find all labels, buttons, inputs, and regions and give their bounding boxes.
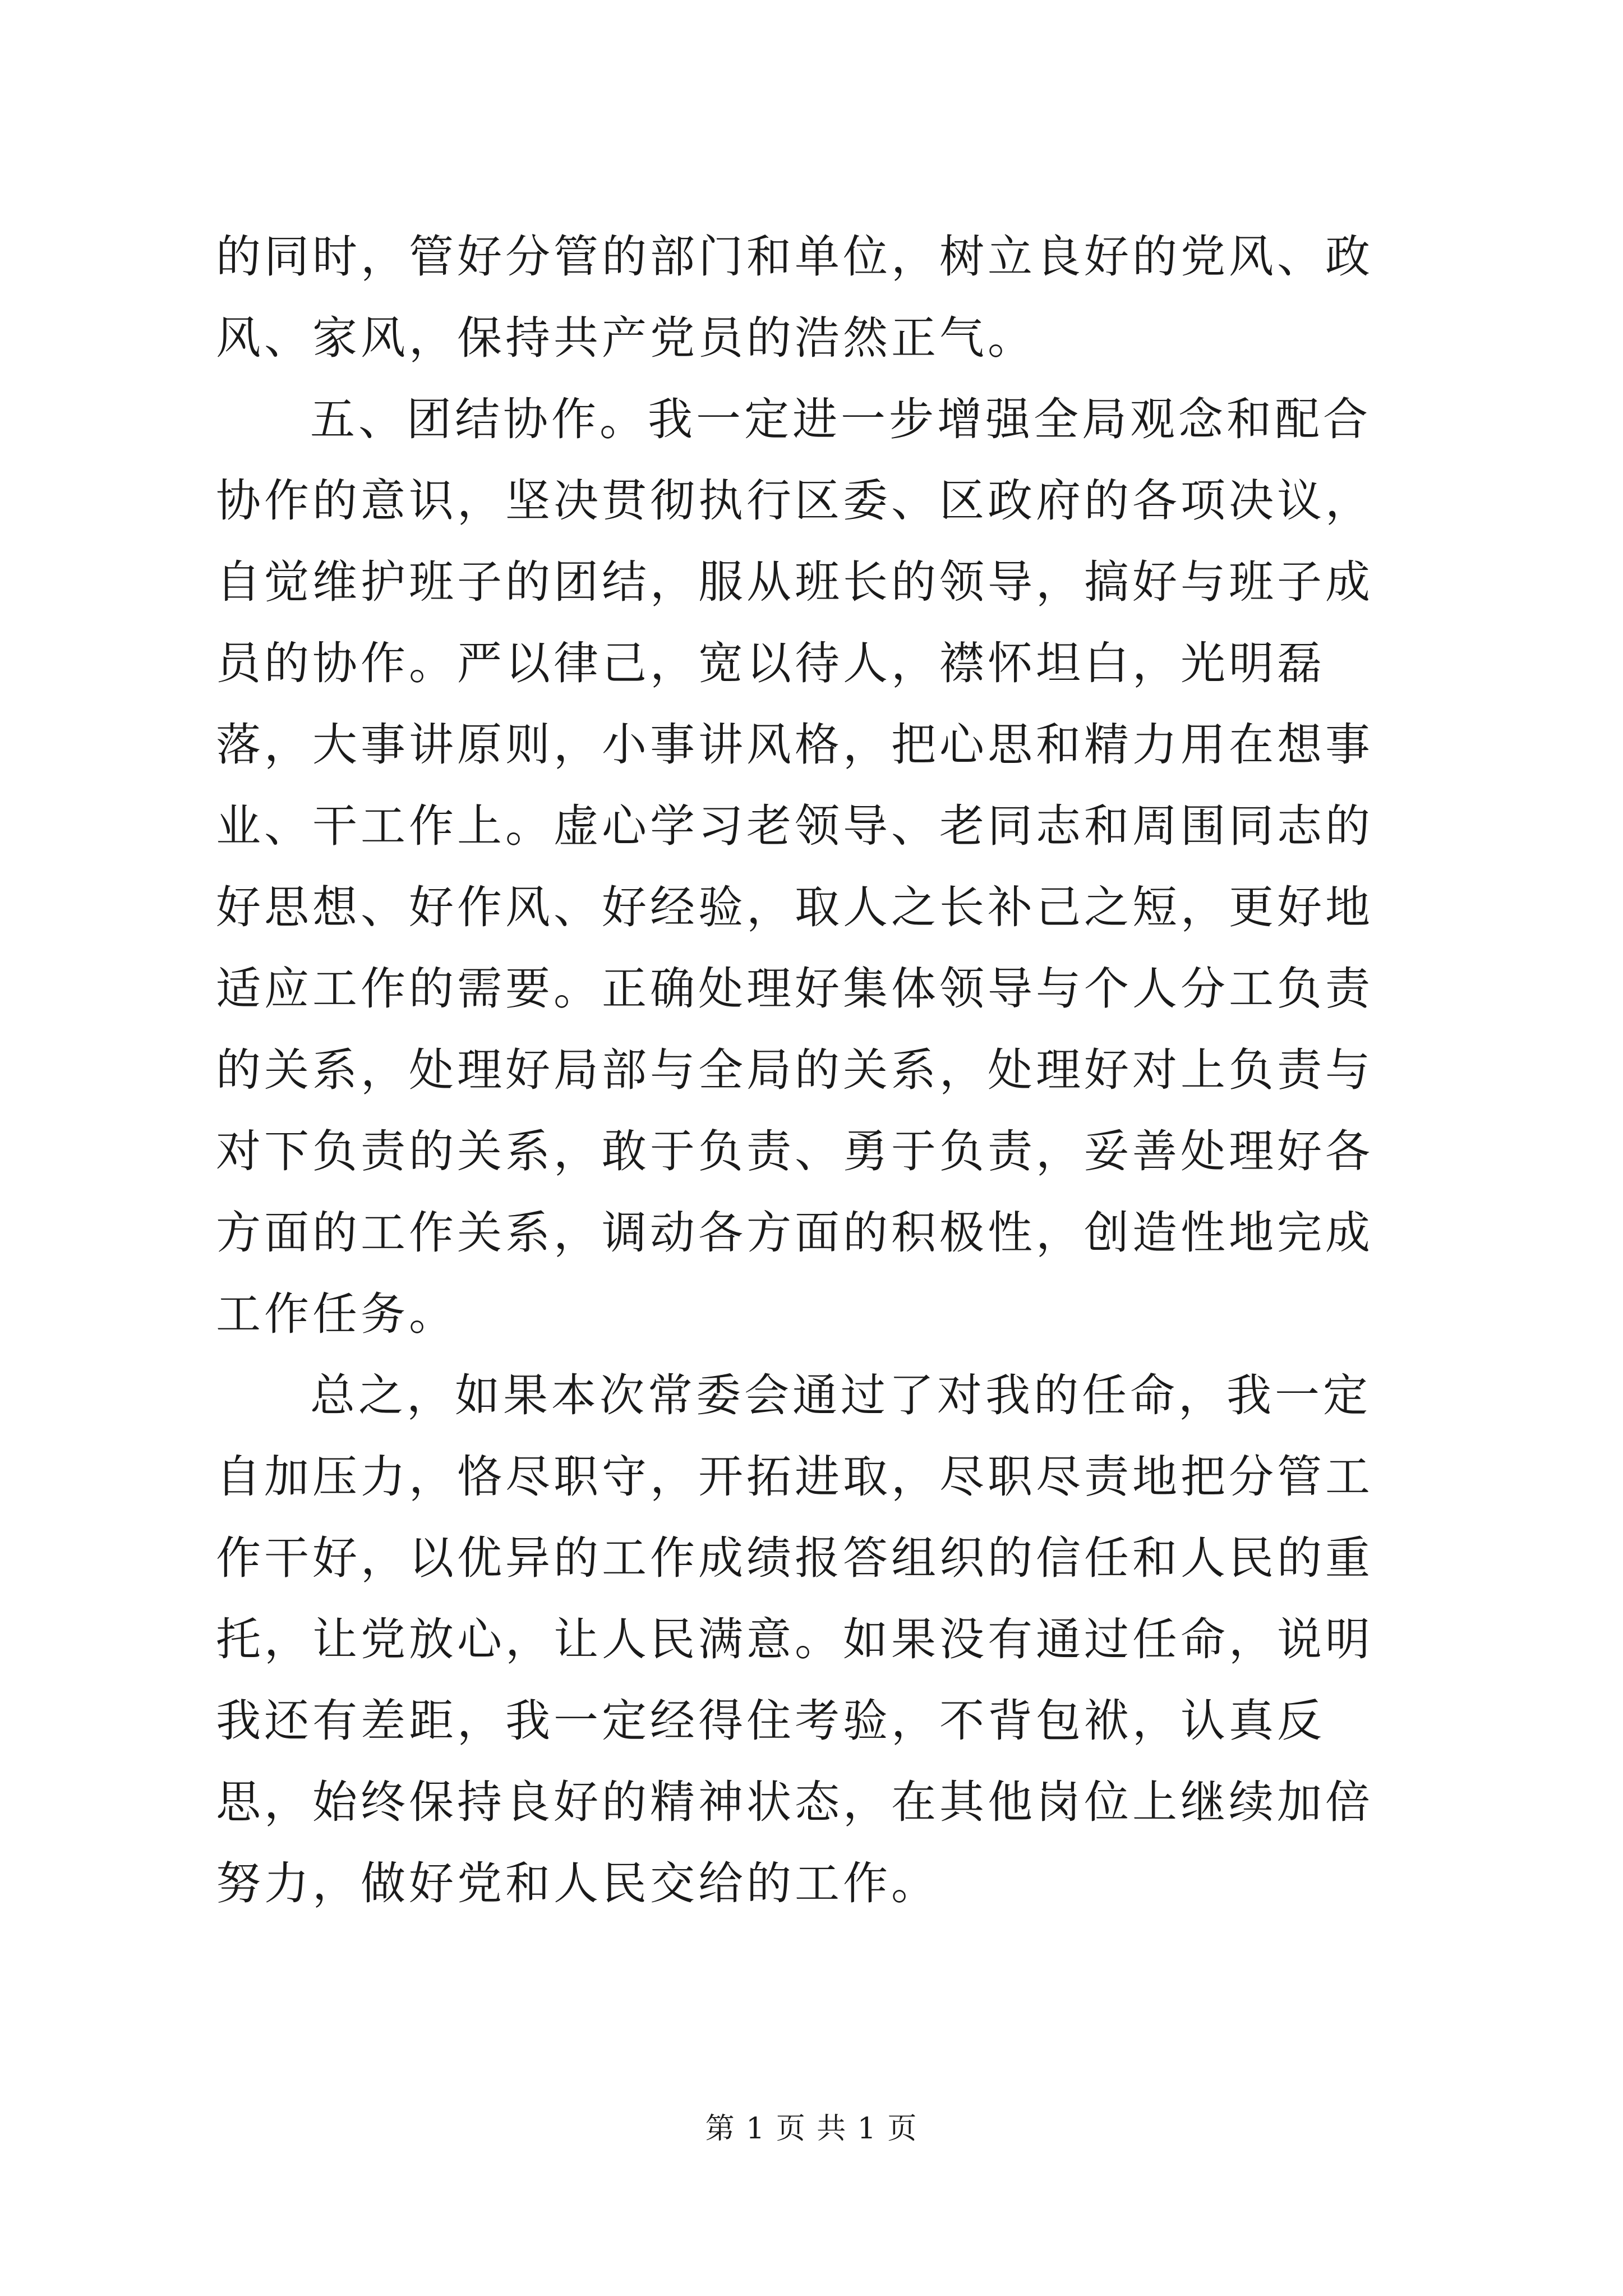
paragraph-continuation: 的同时，管好分管的部门和单位，树立良好的党风、政风、家风，保持共产党员的浩然正气。 — [216, 231, 1373, 364]
page-footer: 第 1 页 共 1 页 — [705, 2112, 918, 2146]
paragraph-conclusion: 总之，如果本次常委会通过了对我的任命，我一定自加压力，恪尽职守，开拓进取，尽职尽责地把分管工作干好，以优异的工作成绩报答组织的信任和人民的重托，让党放心，让人民满意。如果没有通过任命，说明我还有差距，我一定经得住考验，不背包袱，认真反思，始终保持良好的精神状态，在其他岗位上继续加倍努力，做好党和人民交给的工作。 — [216, 1369, 1373, 1910]
paragraph-teamwork: 五、团结协作。我一定进一步增强全局观念和配合协作的意识，坚决贯彻执行区委、区政府的各项决议，自觉维护班子的团结，服从班长的领导，搞好与班子成员的协作。严以律己，宽以待人，襟怀坦白，光明磊落，大事讲原则，小事讲风格，把心思和精力用在想事业、干工作上。虚心学习老领导、老同志和周围同志的好思想、好作风、好经验，取人之长补己之短，更好地适应工作的需要。正确处理好集体领导与个人分工负责的关系，处理好局部与全局的关系，处理好对上负责与对下负责的关系，敢于负责、勇于负责，妥善处理好各方面的工作关系，调动各方面的积极性，创造性地完成工作任务。 — [216, 393, 1373, 1340]
document-body — [216, 216, 1416, 1924]
